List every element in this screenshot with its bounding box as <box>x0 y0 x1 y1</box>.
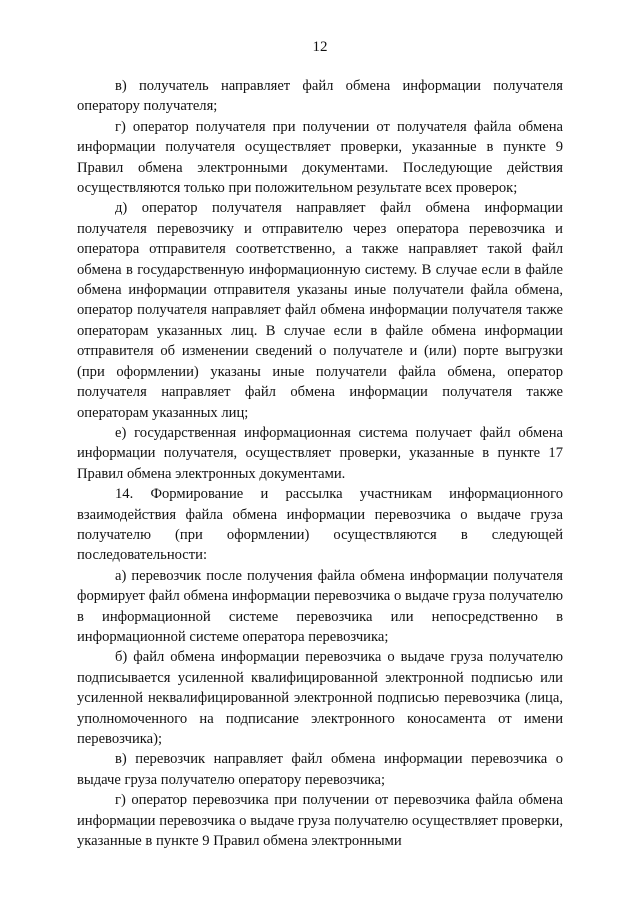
paragraph-e-state-system: е) государственная информационная система получает файл обмена информации получателя, осуществляет проверки, указанные в пункте 17 Правил обмена электронных документами. <box>77 424 563 482</box>
paragraph-14-sequence: 14. Формирование и рассылка участникам информационного взаимодействия файла обмена информации перевозчика о выдаче груза получателю (при оформлении) осуществляются в следующей последовательности: <box>77 486 563 564</box>
paragraph-v-carrier-sends: в) перевозчик направляет файл обмена информации перевозчика о выдаче груза получателю оператору перевозчика; <box>77 751 563 788</box>
document-body <box>77 76 563 851</box>
paragraph-v-recipient-sends: в) получатель направляет файл обмена информации получателя оператору получателя; <box>77 78 563 115</box>
page-number: 12 <box>312 39 328 55</box>
paragraph-g-operator-checks: г) оператор получателя при получении от получателя файла обмена информации получателя осуществляет проверки, указанные в пункте 9 Правил обмена электронными документами. Последующие действия осуществляются только при положительном результате всех проверок; <box>77 118 563 197</box>
paragraph-a-carrier-forms: а) перевозчик после получения файла обмена информации получателя формирует файл обмена информации перевозчика о выдаче груза получателю в информационной системе перевозчика или непосредственно в информационной системе оператора перевозчика; <box>77 567 563 645</box>
paragraph-d-operator-forwards: д) оператор получателя направляет файл обмена информации получателя перевозчику и отправителю через оператора перевозчика и оператора отправителя соответственно, а также направляет такой файл обмена в государственную информационную систему. В случае если в файле обмена информации отправителя указаны иные получатели файла обмена, оператор получателя направляет файл обмена информации получателя также операторам указанных лиц. В случае если в файле обмена информации отправителя об изменении сведений о получателе и (или) порте выгрузки (при оформлении) указаны иные получатели файла обмена, оператор получателя направляет файл обмена информации получателя также операторам указанных лиц; <box>77 200 563 421</box>
paragraph-b-file-signed: б) файл обмена информации перевозчика о выдаче груза получателю подписывается усиленной квалифицированной электронной подписью или усиленной неквалифицированной электронной подписью перевозчика (лица, уполномоченного на подписание электронного коносамента от имени перевозчика); <box>77 649 563 747</box>
paragraph-g-carrier-operator-checks: г) оператор перевозчика при получении от перевозчика файла обмена информации перевозчика о выдаче груза получателю осуществляет проверки, указанные в пункте 9 Правил обмена электронными <box>77 792 563 850</box>
